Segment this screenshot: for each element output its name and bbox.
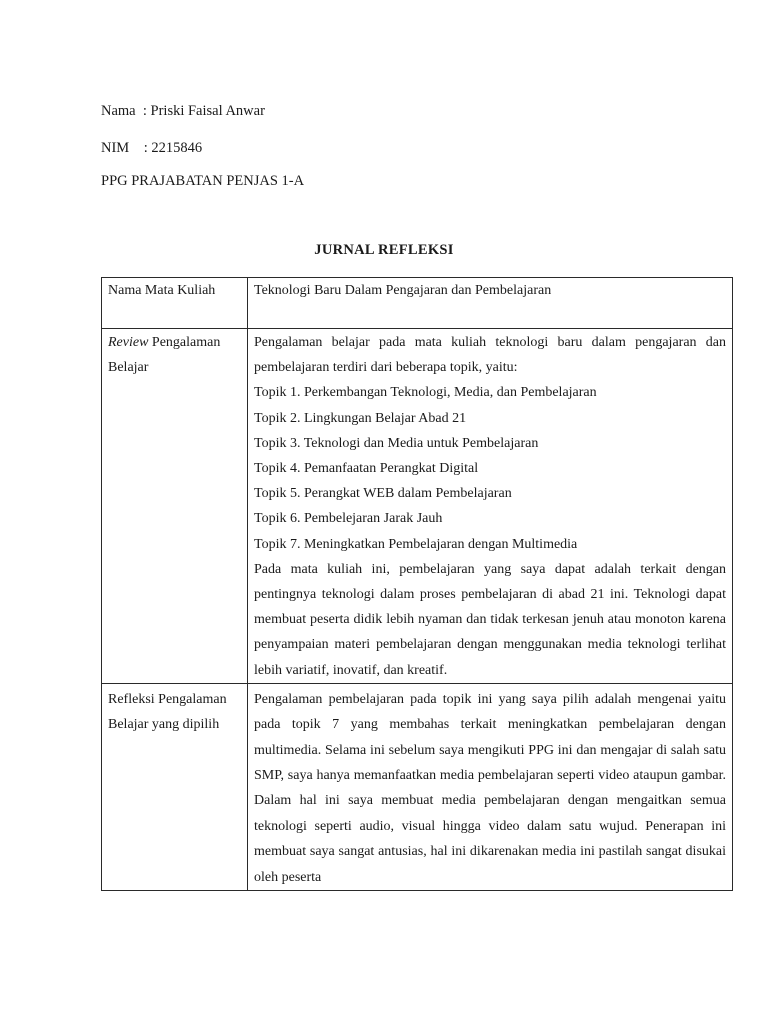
program-line: PPG PRAJABATAN PENJAS 1-A xyxy=(101,173,305,189)
student-name-line: Nama : Priski Faisal Anwar xyxy=(101,103,265,119)
topic-item: Topik 2. Lingkungan Belajar Abad 21 xyxy=(254,410,467,426)
table-row-review xyxy=(102,329,733,684)
topic-item: Topik 7. Meningkatkan Pembelajaran dengan Multimedia xyxy=(254,536,578,552)
review-label xyxy=(102,329,248,684)
course-label: Nama Mata Kuliah xyxy=(102,278,248,329)
document-title: JURNAL REFLEKSI xyxy=(314,242,454,258)
review-label-italic: Review xyxy=(108,335,149,350)
review-label-rest: Pengalaman Belajar xyxy=(108,335,221,376)
reflection-label: Refleksi Pengalaman Belajar yang dipilih xyxy=(102,683,248,890)
journal-table xyxy=(101,277,733,891)
review-content xyxy=(248,329,733,684)
review-summary: Pada mata kuliah ini, pembelajaran yang saya dapat adalah terkait dengan pentingnya teknologi dalam proses pembelajaran di abad 21 ini. Teknologi dapat membuat peserta didik lebih nyaman dan tidak terkesan jenuh atau monoton karena penyampaian materi pembelajaran dengan menggunakan media teknologi terlihat lebih variatif, inovatif, dan kreatif. xyxy=(254,561,726,678)
topic-item: Topik 1. Perkembangan Teknologi, Media, dan Pembelajaran xyxy=(254,385,597,401)
topic-item: Topik 4. Pemanfaatan Perangkat Digital xyxy=(254,461,479,477)
reflection-content: Pengalaman pembelajaran pada topik ini yang saya pilih adalah mengenai yaitu pada topik 7 yang membahas terkait meningkatkan pembelajaran dengan multimedia. Selama ini sebelum saya mengikuti PPG ini dan mengajar di salah satu SMP, saya hanya memanfaatkan media pembelajaran seperti video ataupun gambar. Dalam hal ini saya membuat media pembelajaran dengan mengaitkan semua teknologi seperti audio, visual hingga video dalam satu wujud. Penerapan ini membuat saya sangat antusias, hal ini dikarenakan media ini pastilah sangat disukai oleh peserta xyxy=(248,683,733,890)
topic-item: Topik 6. Pembelejaran Jarak Jauh xyxy=(254,511,443,527)
topic-item: Topik 3. Teknologi dan Media untuk Pembelajaran xyxy=(254,435,539,451)
student-nim-line: NIM : 2215846 xyxy=(101,140,203,156)
table-row-reflection xyxy=(102,683,733,890)
table-row-course xyxy=(102,278,733,329)
topic-item: Topik 5. Perangkat WEB dalam Pembelajaran xyxy=(254,486,512,502)
course-value: Teknologi Baru Dalam Pengajaran dan Pembelajaran xyxy=(248,278,733,329)
review-intro: Pengalaman belajar pada mata kuliah teknologi baru dalam pengajaran dan pembelajaran terdiri dari beberapa topik, yaitu: xyxy=(254,335,726,376)
